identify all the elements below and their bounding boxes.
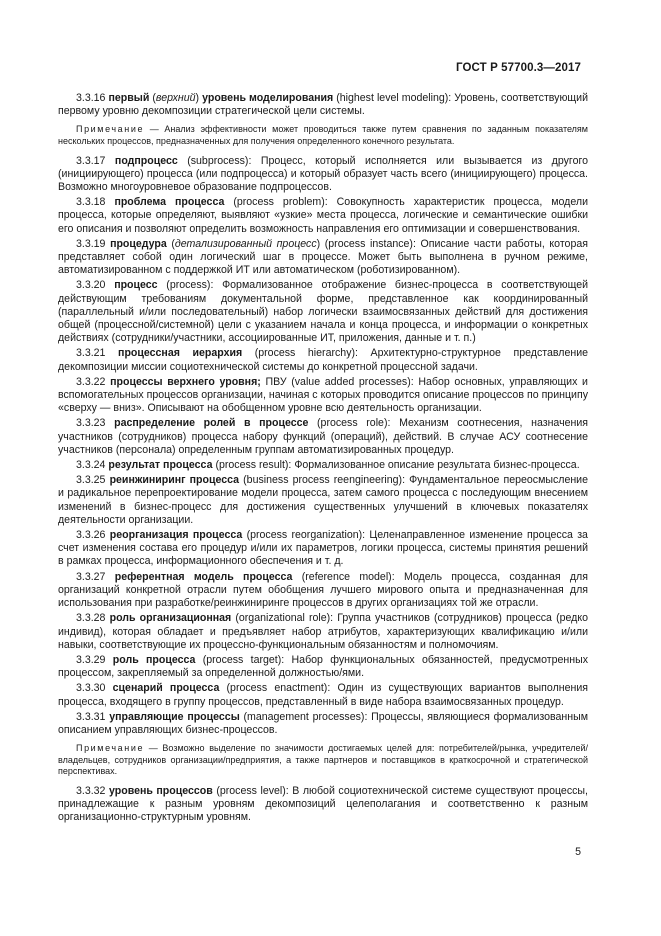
term-entry: 3.3.32 уровень процессов (process level): В любой социотехнической системе существуют процессы, принадлежащие к разным уровням декомпозиций целеполагания и соответственно к разным организационно-структурным уровням. <box>58 784 588 824</box>
term-entry: 3.3.16 первый (верхний) уровень моделирования (highest level modeling): Уровень, соответствующий первому уровню декомпозиции стратегической цели системы. <box>58 92 588 118</box>
term-entry: 3.3.19 процедура (детализированный процесс) (process instance): Описание части работы, которая представляет собой один логический шаг в процессе. Может быть выполнена в ручном режиме, автоматизированном с поддержкой ИТ или автоматическом (роботизированном). <box>58 237 588 277</box>
term-entry: 3.3.25 реинжиниринг процесса (business process reengineering): Фундаментальное переосмысление и радикальное перепроектирование модели процесса, затем самого процесса с последующим внесением изменений в бизнес-процесс для достижения существенных улучшений в ключевых показателях деятельности организации. <box>58 474 588 526</box>
note: Примечание — Анализ эффективности может проводиться также путем сравнения по заданным показателям нескольких процессов, предназначенных для получения определенного конечного результата. <box>58 124 588 146</box>
page-number: 5 <box>575 846 581 858</box>
term-entry: 3.3.26 реорганизация процесса (process reorganization): Целенаправленное изменение процесса за счет изменения состава его процедур и/или их параметров, логики процесса, системы принятия решений в рамках процесса, информационного обеспечения и т. д. <box>58 529 588 568</box>
term-entry: 3.3.23 распределение ролей в процессе (process role): Механизм соотнесения, назначения участников (сотрудников) процесса набору функций (операций), действий. В случае АСУ соотнесение участников (персонала) определенным группам автоматизированных процедур. <box>58 417 589 456</box>
term-entry: 3.3.17 подпроцесс (subprocess): Процесс, который исполняется или вызывается из другого (инициирующего) процесса (или подпроцесса) и который образует часть всего (инициирующего) процесса. Возможно многоуровневое образование подпроцессов. <box>58 154 588 193</box>
note: Примечание — Возможно выделение по значимости достигаемых целей для: потребителей/рынка, учредителей/владельцев, сотрудников организации/предприятия, а также партнеров и поставщиков в краткосрочной и стратегической перспективах. <box>58 743 588 777</box>
document-code-header: ГОСТ Р 57700.3—2017 <box>456 62 581 74</box>
terms-section <box>58 92 588 827</box>
term-entry: 3.3.24 результат процесса (process result): Формализованное описание результата бизнес-процесса. <box>76 459 580 472</box>
term-entry: 3.3.27 референтная модель процесса (reference model): Модель процесса, созданная для организаций конкретной отрасли путем обобщения лучшего мирового опыта и предназначенная для использования при разработке/реинжиниринге процессов в других организациях той же отрасли. <box>58 570 588 610</box>
term-entry: 3.3.20 процесс (process): Формализованное отображение бизнес-процесса в соответствующей действующим требованиям документальной форме, представленное как координированный (параллельный и/или последовательный) набор логически взаимосвязанных действий для достижения общей (процессной/системной) цели с указанием начала и конца процесса, и информации о конкретных действиях (сотрудники/участники, ассоциированные ИТ, приложения, данные и т. п.) <box>58 279 589 345</box>
term-entry: 3.3.18 проблема процесса (process problem): Совокупность характеристик процесса, модели процесса, которые определяют, выявляют «узкие» места процесса, логические и семантические ошибки его описания и позволяют определить возможность направления его оптимизации и совершенствования. <box>58 196 588 235</box>
term-entry: 3.3.22 процессы верхнего уровня; ПВУ (value added processes): Набор основных, управляющих и вспомогательных процессов организации, начиная с которых проводится описание процессов по принципу «сверху — вниз». Описывают на обобщенном уровне всю деятельность организации. <box>58 375 588 415</box>
term-entry: 3.3.30 сценарий процесса (process enactment): Один из существующих вариантов выполнения процесса, входящего в группу процессов, представленный в виде набора взаимосвязанных процедур. <box>58 682 588 708</box>
term-entry: 3.3.29 роль процесса (process target): Набор функциональных обязанностей, предусмотренных процессом, закрепляемый за определенной должностью/ями. <box>58 653 589 680</box>
term-entry: 3.3.28 роль организационная (organizational role): Группа участников (сотрудников) процесса (редко индивид), которая обладает и предъявляет набор атрибутов, характеризующих квалификацию и/или навыки, соответствующие их процессно-функциональным обязанностям и полномочиям. <box>58 612 588 651</box>
term-entry: 3.3.21 процессная иерархия (process hierarchy): Архитектурно-структурное представление декомпозиции миссии социотехнической системы до конкретной процессной задачи. <box>58 347 589 373</box>
term-entry: 3.3.31 управляющие процессы (management processes): Процессы, являющиеся формализованным описанием управляющих бизнес-процессов. <box>58 710 588 736</box>
